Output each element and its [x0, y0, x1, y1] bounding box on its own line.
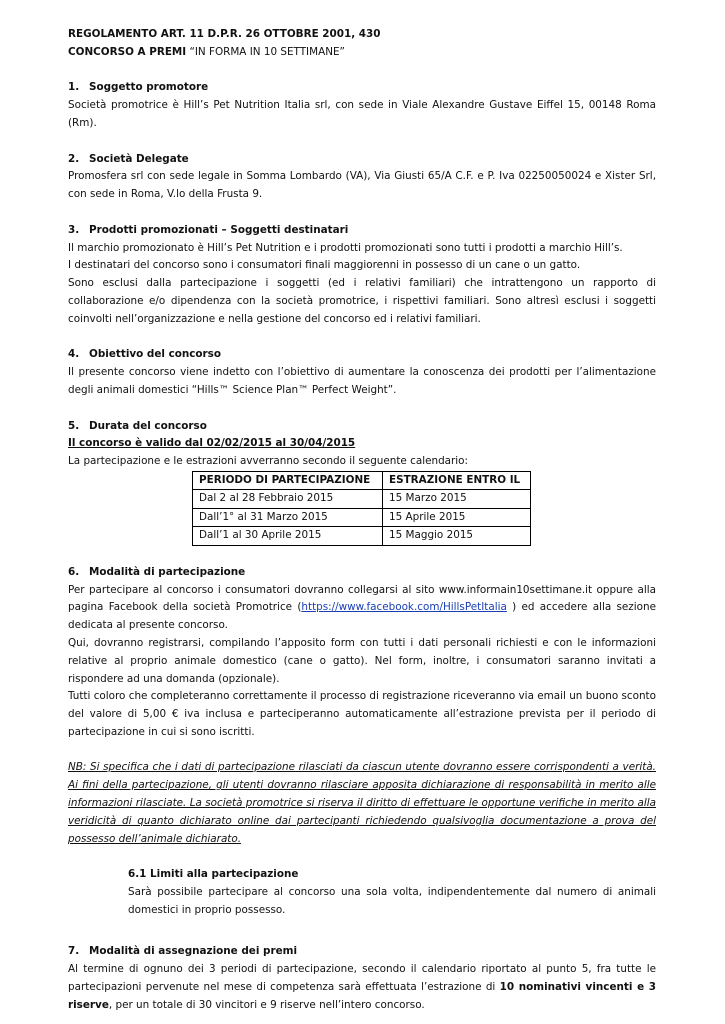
section-number: 7.	[68, 945, 80, 958]
contest-title-bold: CONCORSO A PREMI	[68, 45, 187, 58]
draw-date-cell: 15 Aprile 2015	[383, 508, 531, 527]
period-cell: Dall’1° al 31 Marzo 2015	[193, 508, 383, 527]
section-title: Modalità di assegnazione dei premi	[89, 945, 298, 958]
section-3-heading	[68, 222, 656, 240]
section-3-paragraph: Il marchio promozionato è Hill’s Pet Nutrition e i prodotti promozionati sono tutti i prodotti a marchio Hill’s.	[68, 241, 623, 254]
table-row	[193, 490, 531, 509]
table-row	[193, 508, 531, 527]
section-4-text: Il presente concorso viene indetto con l’obiettivo di aumentare la conoscenza dei prodotti per l’alimentazione degli animali domestici “Hills™ Science Plan™ Perfect Weight”.	[68, 366, 656, 396]
section-6-paragraph	[68, 582, 656, 635]
subsection-6-1-text: Sarà possibile partecipare al concorso una sola volta, indipendentemente dal numero di animali domestici in proprio possesso.	[128, 886, 656, 916]
calendar-intro: La partecipazione e le estrazioni avverranno secondo il seguente calendario:	[68, 455, 469, 468]
section-number: 5.	[68, 419, 80, 432]
subsection-6-1-heading: 6.1 Limiti alla partecipazione	[128, 868, 299, 881]
document-page	[68, 26, 656, 1015]
section-title: Obiettivo del concorso	[89, 348, 222, 361]
section-title: Prodotti promozionati – Soggetti destinatari	[89, 223, 349, 236]
participation-text-start: Per partecipare al concorso i consumatori dovranno collegarsi al sito www.informain10settimane.it oppure alla pagina Facebook della società Promotrice (	[68, 583, 656, 614]
section-1-text: Società promotrice è Hill’s Pet Nutrition Italia srl, con sede in Viale Alexandre Gustave Eiffel 15, 00148 Roma (Rm).	[68, 99, 656, 129]
section-1-heading	[68, 79, 656, 97]
nb-note: NB: Si specifica che i dati di partecipazione rilasciati da ciascun utente dovranno essere corrispondenti a verità. Ai fini della partecipazione, gli utenti dovranno rilasciare apposita dichiarazione di responsabilità in merito alle informazioni rilasciate. La società promotrice si riserva il diritto di effettuare le opportune verifiche in merito alla veridicità di quanto dichiarato online dai partecipanti richiedendo qualsivoglia documentazione a prova del possesso dell’animale dichiarato.	[68, 761, 656, 845]
section-6-paragraph: Qui, dovranno registrarsi, compilando l’apposito form con tutti i dati personali richiesti e con le informazioni relative al proprio animale domestico (cane o gatto). Nel form, inoltre, i consumatori saranno invitati a rispondere ad una domanda (opzionale).	[68, 636, 656, 685]
participation-text-end: ) ed accedere alla sezione dedicata al presente concorso.	[68, 601, 656, 632]
section-5-heading	[68, 418, 656, 436]
contest-validity: Il concorso è valido dal 02/02/2015 al 30/04/2015	[68, 437, 356, 450]
section-7-text	[68, 961, 656, 1014]
contest-title-name: “IN FORMA IN 10 SETTIMANE”	[186, 45, 345, 58]
section-6-paragraph: Tutti coloro che completeranno correttamente il processo di registrazione riceveranno via email un buono sconto del valore di 5,00 € iva inclusa e parteciperanno automaticamente all’estrazione prevista per il periodo di partecipazione in cui si sono iscritti.	[68, 690, 656, 738]
section-title: Modalità di partecipazione	[89, 565, 246, 578]
section-title: Durata del concorso	[89, 419, 207, 432]
section-2-heading	[68, 151, 656, 169]
column-header-period: PERIODO DI PARTECIPAZIONE	[193, 471, 383, 490]
section-4-heading	[68, 346, 656, 364]
period-cell: Dal 2 al 28 Febbraio 2015	[193, 490, 383, 509]
section-title: Società Delegate	[89, 152, 189, 165]
section-number: 6.	[68, 565, 80, 578]
table-header-row	[193, 471, 531, 490]
section-title: Soggetto promotore	[89, 81, 209, 94]
draw-date-cell: 15 Maggio 2015	[383, 527, 531, 546]
subsection-6-1	[128, 866, 656, 919]
prize-text-start: Al termine di ognuno dei 3 periodi di partecipazione, secondo il calendario riportato al punto 5, fra tutte le partecipazioni pervenute nel mese di competenza sarà effettuata l’estrazione di	[68, 963, 656, 994]
section-number: 3.	[68, 223, 80, 236]
calendar-table	[192, 471, 531, 546]
regulation-title: REGOLAMENTO ART. 11 D.P.R. 26 OTTOBRE 2001, 430	[68, 28, 381, 40]
section-number: 2.	[68, 152, 80, 165]
section-2-text: Promosfera srl con sede legale in Somma Lombardo (VA), Via Giusti 65/A C.F. e P. Iva 02250050024 e Xister Srl, con sede in Roma, V.lo della Frusta 9.	[68, 170, 656, 201]
period-cell: Dall’1 al 30 Aprile 2015	[193, 527, 383, 546]
section-6-heading	[68, 564, 656, 582]
section-number: 1.	[68, 81, 80, 94]
section-number: 4.	[68, 348, 80, 361]
contest-title	[68, 44, 656, 62]
column-header-draw: ESTRAZIONE ENTRO IL	[383, 471, 531, 490]
facebook-link[interactable]: https://www.facebook.com/HillsPetItalia	[301, 601, 507, 614]
section-3-paragraph: Sono esclusi dalla partecipazione i soggetti (ed i relativi familiari) che intrattengono un rapporto di collaborazione e/o dipendenza con la società promotrice, i rispettivi familiari. Sono altresì esclusi i soggetti coinvolti nell’organizzazione e nella gestione del concorso ed i relativi familiari.	[68, 277, 656, 325]
section-7-heading	[68, 943, 656, 961]
winners-count: 10 nominativi vincenti e 3 riserve	[68, 981, 656, 1011]
draw-date-cell: 15 Marzo 2015	[383, 490, 531, 509]
table-row	[193, 527, 531, 546]
section-3-paragraph: I destinatari del concorso sono i consumatori finali maggiorenni in possesso di un cane o un gatto.	[68, 259, 581, 272]
prize-text-end: , per un totale di 30 vincitori e 9 riserve nell’intero concorso.	[108, 998, 425, 1011]
